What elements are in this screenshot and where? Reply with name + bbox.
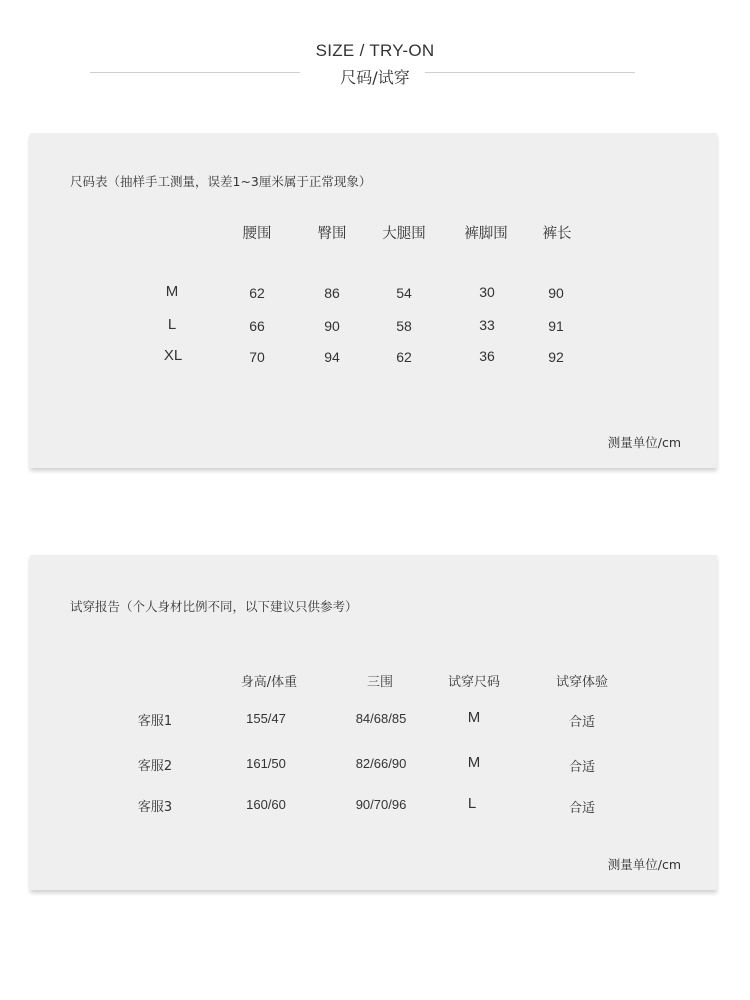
size-col-header-length: 裤长 bbox=[542, 226, 572, 242]
tryon-cell: 合适 bbox=[568, 760, 596, 775]
size-col-header-thigh: 大腿围 bbox=[382, 226, 426, 242]
size-cell: 86 bbox=[324, 285, 340, 301]
tryon-row-label: 客服1 bbox=[137, 714, 173, 729]
tryon-col-header-experience: 试穿体验 bbox=[555, 675, 609, 690]
size-cell: 62 bbox=[396, 349, 412, 365]
size-cell: 90 bbox=[324, 318, 340, 334]
size-row-label: XL bbox=[163, 347, 183, 364]
tryon-report-unit: 测量单位/cm bbox=[607, 857, 681, 872]
tryon-cell: 90/70/96 bbox=[355, 797, 407, 812]
tryon-cell: 84/68/85 bbox=[355, 711, 407, 726]
tryon-col-header-height-weight: 身高/体重 bbox=[240, 675, 298, 690]
tryon-row-label: 客服3 bbox=[137, 800, 173, 815]
size-cell: 91 bbox=[548, 318, 564, 334]
tryon-cell: M bbox=[467, 754, 481, 771]
tryon-cell: L bbox=[467, 795, 477, 812]
tryon-cell: 合适 bbox=[568, 715, 596, 730]
size-cell: 92 bbox=[548, 349, 564, 365]
title-english: SIZE / TRY-ON bbox=[315, 41, 435, 60]
size-col-header-hem: 裤脚围 bbox=[464, 226, 508, 242]
title-chinese: 尺码/试穿 bbox=[340, 68, 410, 87]
tryon-row-label: 客服2 bbox=[137, 759, 173, 774]
size-chart-title: 尺码表（抽样手工测量，误差1~3厘米属于正常现象） bbox=[70, 174, 372, 189]
tryon-col-header-measurements: 三围 bbox=[366, 675, 394, 690]
size-row-label: M bbox=[165, 283, 179, 300]
size-chart-unit: 测量单位/cm bbox=[607, 435, 681, 450]
size-cell: 36 bbox=[479, 348, 495, 364]
size-cell: 33 bbox=[479, 317, 495, 333]
tryon-cell: 合适 bbox=[568, 801, 596, 816]
size-chart-card bbox=[30, 133, 717, 468]
tryon-cell: M bbox=[467, 709, 481, 726]
tryon-cell: 160/60 bbox=[246, 797, 286, 812]
tryon-cell: 82/66/90 bbox=[355, 756, 407, 771]
size-cell: 90 bbox=[548, 285, 564, 301]
tryon-report-card bbox=[30, 555, 717, 890]
size-col-header-hip: 臀围 bbox=[317, 226, 347, 242]
page-header bbox=[0, 0, 750, 100]
tryon-cell: 155/47 bbox=[246, 711, 286, 726]
size-cell: 30 bbox=[479, 284, 495, 300]
tryon-cell: 161/50 bbox=[246, 756, 286, 771]
size-col-header-waist: 腰围 bbox=[242, 226, 272, 242]
size-cell: 58 bbox=[396, 318, 412, 334]
tryon-report-title: 试穿报告（个人身材比例不同，以下建议只供参考） bbox=[70, 599, 358, 614]
size-cell: 54 bbox=[396, 285, 412, 301]
tryon-col-header-size: 试穿尺码 bbox=[447, 675, 501, 690]
size-cell: 70 bbox=[249, 349, 265, 365]
size-cell: 94 bbox=[324, 349, 340, 365]
size-cell: 62 bbox=[249, 285, 265, 301]
size-cell: 66 bbox=[249, 318, 265, 334]
size-row-label: L bbox=[167, 316, 177, 333]
